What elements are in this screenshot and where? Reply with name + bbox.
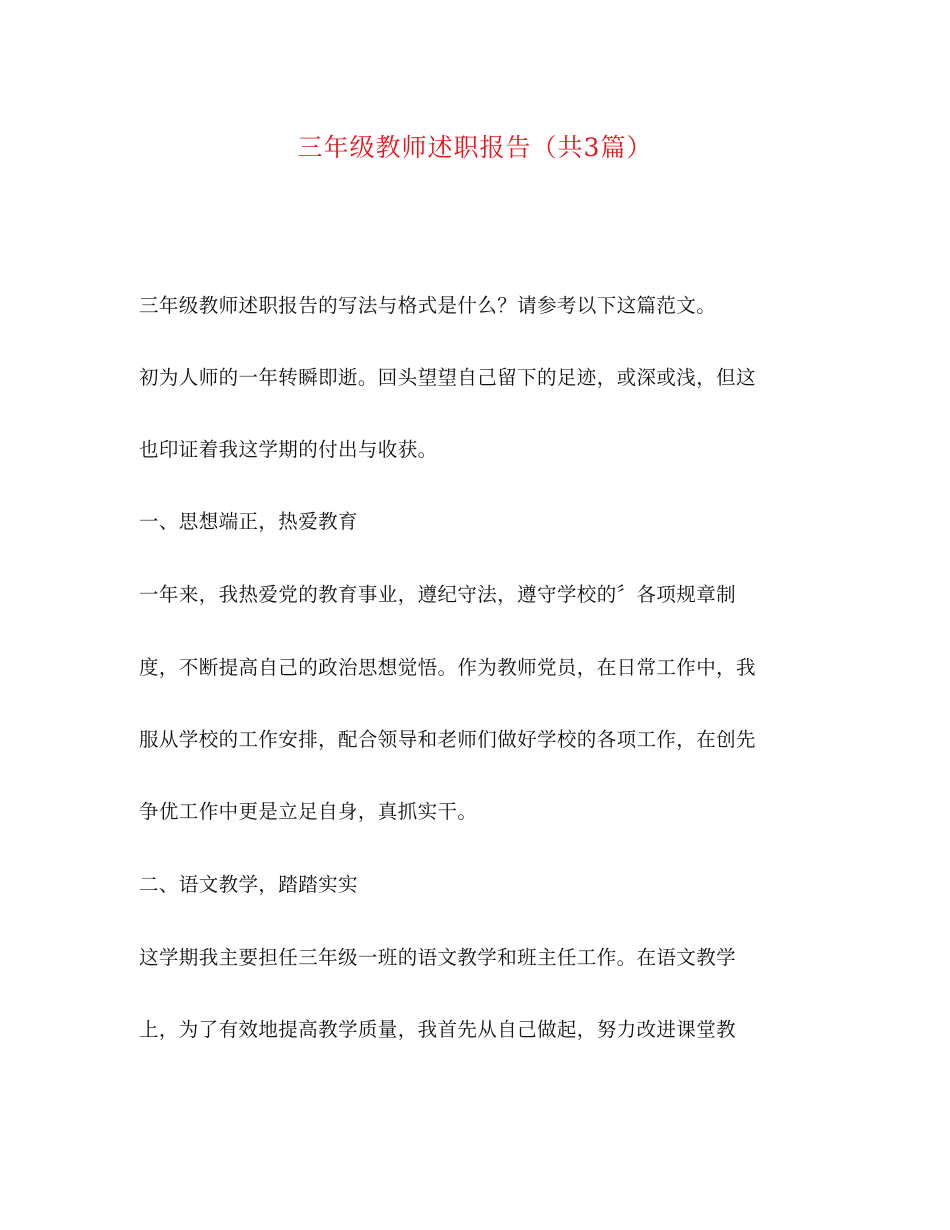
paragraph-line: 一年来，我热爱党的教育事业，遵纪守法，遵守学校的〞各项规章制 (139, 583, 737, 606)
paragraph-line: 这学期我主要担任三年级一班的语文教学和班主任工作。在语文教学 (139, 946, 737, 969)
intro-line: 三年级教师述职报告的写法与格式是什么？请参考以下这篇范文。 (139, 294, 717, 317)
section-heading-1: 一、思想端正，热爱教育 (139, 510, 358, 533)
paragraph-line: 上，为了有效地提高教学质量，我首先从自己做起，努力改进课堂教 (139, 1018, 737, 1041)
paragraph-line: 初为人师的一年转瞬即逝。回头望望自己留下的足迹，或深或浅，但这 (139, 366, 756, 389)
page-title: 三年级教师述职报告（共3篇） (297, 133, 653, 162)
paragraph-line: 服从学校的工作安排，配合领导和老师们做好学校的各项工作，在创先 (139, 728, 756, 751)
paragraph-line: 争优工作中更是立足自身，真抓实干。 (139, 800, 478, 823)
section-heading-2: 二、语文教学，踏踏实实 (139, 873, 358, 896)
paragraph-line: 度，不断提高自己的政治思想觉悟。作为教师党员，在日常工作中，我 (139, 656, 756, 679)
paragraph-line: 也印证着我这学期的付出与收获。 (139, 438, 438, 461)
